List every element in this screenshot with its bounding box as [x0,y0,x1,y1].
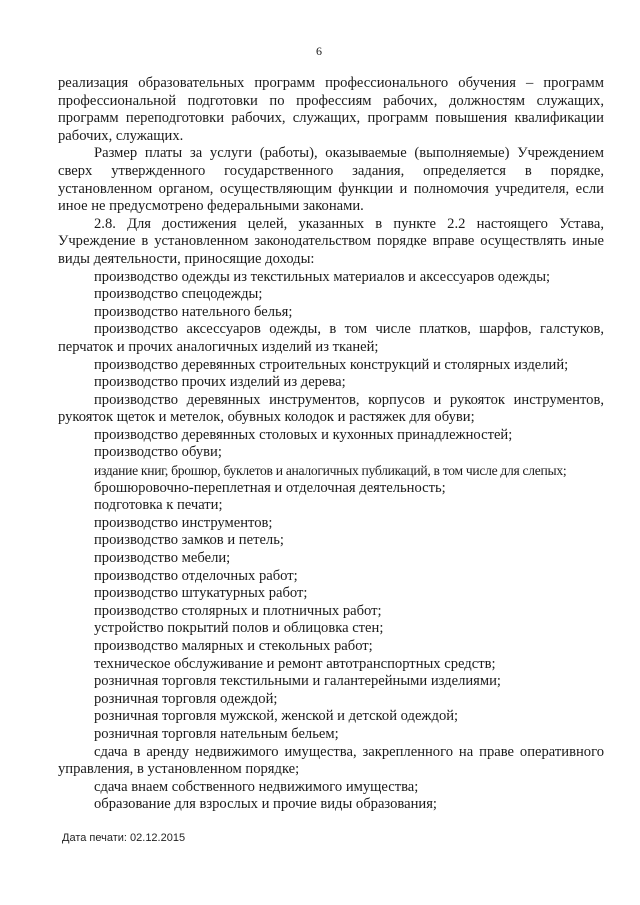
paragraph-service-fee: Размер платы за услуги (работы), оказываемые (выполняемые) Учреждением сверх утвержденного государственного задания, определяется в порядке, установленном органом, осуществляющим функции и полномочия учредителя, если иное не предусмотрено федеральными законами. [58,145,604,215]
list-item: производство нательного белья; [94,303,293,320]
list-item: сдача внаем собственного недвижимого имущества; [94,778,419,795]
list-item: производство замков и петель; [94,532,284,549]
list-item: розничная торговля нательным бельем; [94,725,339,742]
list-item: розничная торговля текстильными и галантерейными изделиями; [94,673,501,690]
list-item: производство инструментов; [94,514,273,531]
list-item: производство мебели; [94,550,231,567]
list-item: производство прочих изделий из дерева; [94,374,346,391]
list-item: производство спецодежды; [94,286,263,303]
page-number: 6 [316,44,322,58]
list-item: производство деревянных столовых и кухонных принадлежностей; [94,426,513,443]
list-item: производство деревянных строительных конструкций и столярных изделий; [94,356,569,373]
list-item: производство малярных и стекольных работ; [94,638,373,654]
list-item: производство штукатурных работ; [94,585,308,602]
list-item: розничная торговля одеждой; [94,690,278,707]
document-body [58,75,604,814]
list-item: сдача в аренду недвижимого имущества, закрепленного на праве оперативного управления, в установленном порядке; [58,743,604,778]
list-item: устройство покрытий полов и облицовка стен; [94,620,384,637]
list-item: производство столярных и плотничных работ; [94,602,382,619]
print-date-footer: Дата печати: 02.12.2015 [62,832,186,844]
list-item: брошюровочно-переплетная и отделочная деятельность; [94,479,446,496]
list-item: издание книг, брошюр, буклетов и аналогичных публикаций, в том числе для слепых; [94,463,567,479]
list-item: подготовка к печати; [94,497,223,514]
list-item: производство аксессуаров одежды, в том числе платков, шарфов, галстуков, перчаток и прочих аналогичных изделий из тканей; [58,321,604,355]
paragraph-education-programs: реализация образовательных программ профессионального обучения – программ профессиональной подготовки по профессиям рабочих, должностям служащих, программ переподготовки рабочих, служащих, программ повышения квалификации рабочих, служащих. [58,75,604,144]
list-item: производство одежды из текстильных материалов и аксессуаров одежды; [94,268,551,285]
list-item: розничная торговля мужской, женской и детской одеждой; [94,708,459,725]
list-item: производство обуви; [94,444,222,461]
list-item: техническое обслуживание и ремонт автотранспортных средств; [94,655,496,672]
list-item: образование для взрослых и прочие виды образования; [94,796,437,813]
list-item: производство отделочных работ; [94,567,298,584]
list-item: производство деревянных инструментов, корпусов и рукояток инструментов, рукояток щеток и метелок, обувных колодок и растяжек для обуви; [58,391,604,426]
paragraph-clause-2-8: 2.8. Для достижения целей, указанных в пункте 2.2 настоящего Устава, Учреждение в установленном законодательством порядке вправе осуществлять иные виды деятельности, приносящие доходы: [58,215,604,267]
